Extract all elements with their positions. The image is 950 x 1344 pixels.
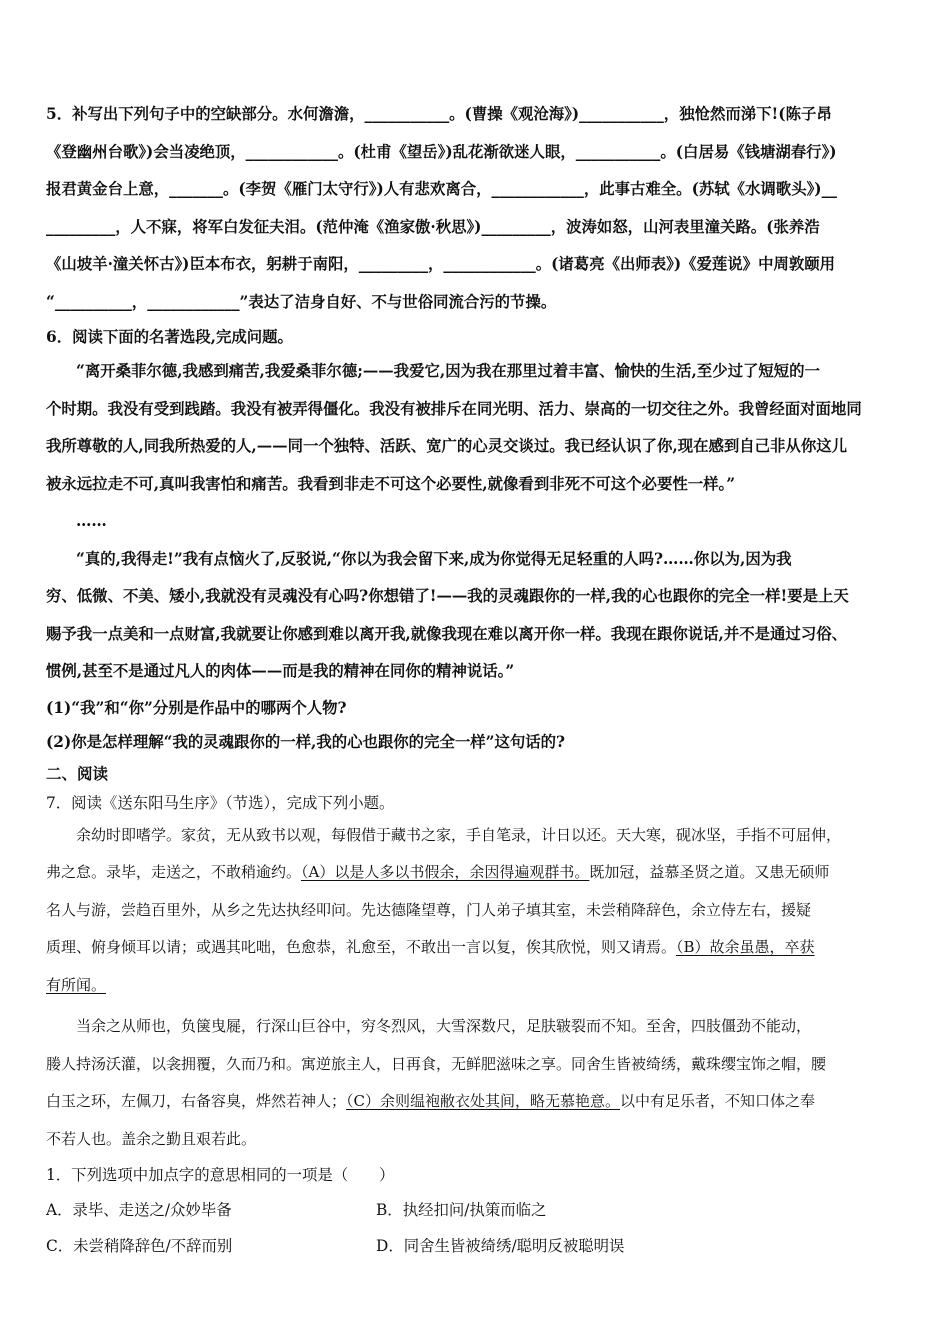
option-b: B．执经扣问/执策而临之 [376, 1201, 547, 1219]
underlined-sentence-a: （A）以是人多以书假余，余因得遍观群书。 [301, 863, 590, 881]
q5-line-3: 报君黄金台上意，_______。(李贺《雁门太守行》)人有悲欢离合，____________，此事古难全。(苏轼《水调歌头》)__ [46, 180, 837, 198]
question-7 [46, 789, 910, 1265]
option-a: A．录毕、走送之/众妙毕备 [46, 1201, 232, 1219]
q7-p1-line-2-pre: 弗之怠。录毕，走送之，不敢稍逾约。 [46, 863, 302, 881]
q7-p1-line-4-pre: 质理、俯身倾耳以请；或遇其叱咄，色愈恭，礼愈至，不敢出一言以复，俟其欣悦，则又请焉。 [46, 938, 677, 956]
question-5 [46, 96, 910, 321]
q7-p1-line-1: 余幼时即嗜学。家贫，无从致书以观，每假借于藏书之家，手自笔录，计日以还。天大寒，砚冰坚，手指不可屈伸， [76, 825, 842, 844]
underlined-sentence-b-end: 有所闻。 [46, 975, 107, 994]
q7-subquestion-1: 1．下列选项中加点字的意思相同的一项是（ ） [46, 1166, 395, 1184]
q7-options [46, 1192, 910, 1264]
q7-p1-line-5 [46, 967, 910, 1005]
exam-page [46, 96, 910, 1264]
q7-p1-line-4 [46, 929, 910, 967]
q7-p2-line-3-pre: 白玉之环，左佩刀，右备容臭，烨然若神人； [46, 1092, 347, 1110]
q7-p1-line-3: 名人与游，尝趋百里外，从乡之先达执经叩问。先达德隆望尊，门人弟子填其室，未尝稍降辞色，余立侍左右，援疑 [46, 900, 812, 919]
q5-line-4: _________，人不寐，将军白发征夫泪。(范仲淹《渔家傲·秋思》)_________，波涛如怒，山河表里潼关路。(张养浩 [46, 217, 820, 236]
option-c: C．未尝稍降辞色/不辞而别 [46, 1237, 233, 1255]
q6-para1-line-4: 被永远拉走不可,真叫我害怕和痛苦。我看到非走不可这个必要性,就像看到非死不可这个必要性一样。” [46, 474, 736, 493]
q6-para2-line-1: “真的,我得走!”我有点恼火了,反驳说,“你以为我会留下来,成为你觉得无足轻重的人吗?……你以为,因为我 [76, 549, 792, 568]
q6-para2-line-4: 惯例,甚至不是通过凡人的肉体——而是我的精神在同你的精神说话。” [46, 662, 515, 680]
q6-para1-line-1: “离开桑菲尔德,我感到痛苦,我爱桑菲尔德;——我爱它,因为我在那里过着丰富、愉快的生活,至少过了短短的一 [76, 362, 820, 380]
q7-p2-line-3-post: 以中有足乐者，不知口体之奉 [620, 1092, 816, 1110]
q7-p1-line-2 [46, 854, 910, 892]
q7-p2-line-4: 不若人也。盖余之勤且艰若此。 [46, 1129, 257, 1148]
q5-line-1: 5．补写出下列句子中的空缺部分。水何澹澹，___________。(曹操《观沧海》)___________，独怆然而涕下!(陈子昂 [46, 105, 832, 123]
q5-line-6: “__________，____________”表达了洁身自好、不与世俗同流合污的节操。 [46, 292, 557, 311]
q6-para2-line-2: 穷、低微、不美、矮小,我就没有灵魂没有心吗?你想错了!——我的灵魂跟你的一样,我的心也跟你的完全一样!要是上天 [46, 587, 849, 605]
section-heading-reading: 二、阅读 [46, 763, 109, 783]
q7-p2-line-2: 媵人持汤沃灌，以衾拥覆，久而乃和。寓逆旅主人，日再食，无鲜肥滋味之享。同舍生皆被绮绣，戴珠缨宝饰之帽，腰 [46, 1054, 827, 1073]
q6-para2-line-3: 赐予我一点美和一点财富,我就要让你感到难以离开我,就像我现在难以离开你一样。我现在跟你说话,并不是通过习俗、 [46, 624, 847, 643]
q6-para1-line-2: 个时期。我没有受到践踏。我没有被弄得僵化。我没有被排斥在同光明、活力、崇高的一切交往之外。我曾经面对面地同 [46, 399, 862, 418]
q6-ellipsis: …… [76, 512, 107, 530]
q6-para1-line-3: 我所尊敬的人,同我所热爱的人,——同一个独特、活跃、宽广的心灵交谈过。我已经认识了你,现在感到自己非从你这儿 [46, 437, 847, 455]
q6-subquestion-2: (2)你是怎样理解“我的灵魂跟你的一样,我的心也跟你的完全一样”这句话的? [46, 732, 566, 751]
q7-p1-line-2-post: 既加冠，益慕圣贤之道。又患无硕师 [589, 863, 830, 881]
q7-p2-line-1: 当余之从师也，负箧曳屣，行深山巨谷中，穷冬烈风，大雪深数尺，足肤皲裂而不知。至舍，四肢僵劲不能动， [76, 1017, 812, 1035]
q5-line-5: 《山坡羊·潼关怀古》)臣本布衣，躬耕于南阳，_________，____________。(诸葛亮《出师表》)《爱莲说》中周敦颐用 [46, 255, 836, 273]
option-d: D．同舍生皆被绮绣/聪明反被聪明误 [376, 1237, 625, 1255]
q7-passage [46, 817, 910, 1159]
question-6 [46, 321, 910, 759]
q7-p2-line-3 [46, 1083, 910, 1121]
q6-subquestion-1: (1)“我”和“你”分别是作品中的哪两个人物? [46, 698, 347, 717]
q5-line-2: 《登幽州台歌》)会当凌绝顶，____________。(杜甫《望岳》)乱花渐欲迷人眼，___________。(白居易《钱塘湖春行》) [46, 142, 837, 161]
underlined-sentence-c: （C）余则缊袍敝衣处其间，略无慕艳意。 [346, 1092, 620, 1110]
q6-title: 6．阅读下面的名著选段,完成问题。 [46, 328, 293, 346]
underlined-sentence-b: （B）故余虽愚，卒获 [676, 938, 815, 956]
q7-title: 7．阅读《送东阳马生序》（节选），完成下列小题。 [46, 793, 395, 812]
